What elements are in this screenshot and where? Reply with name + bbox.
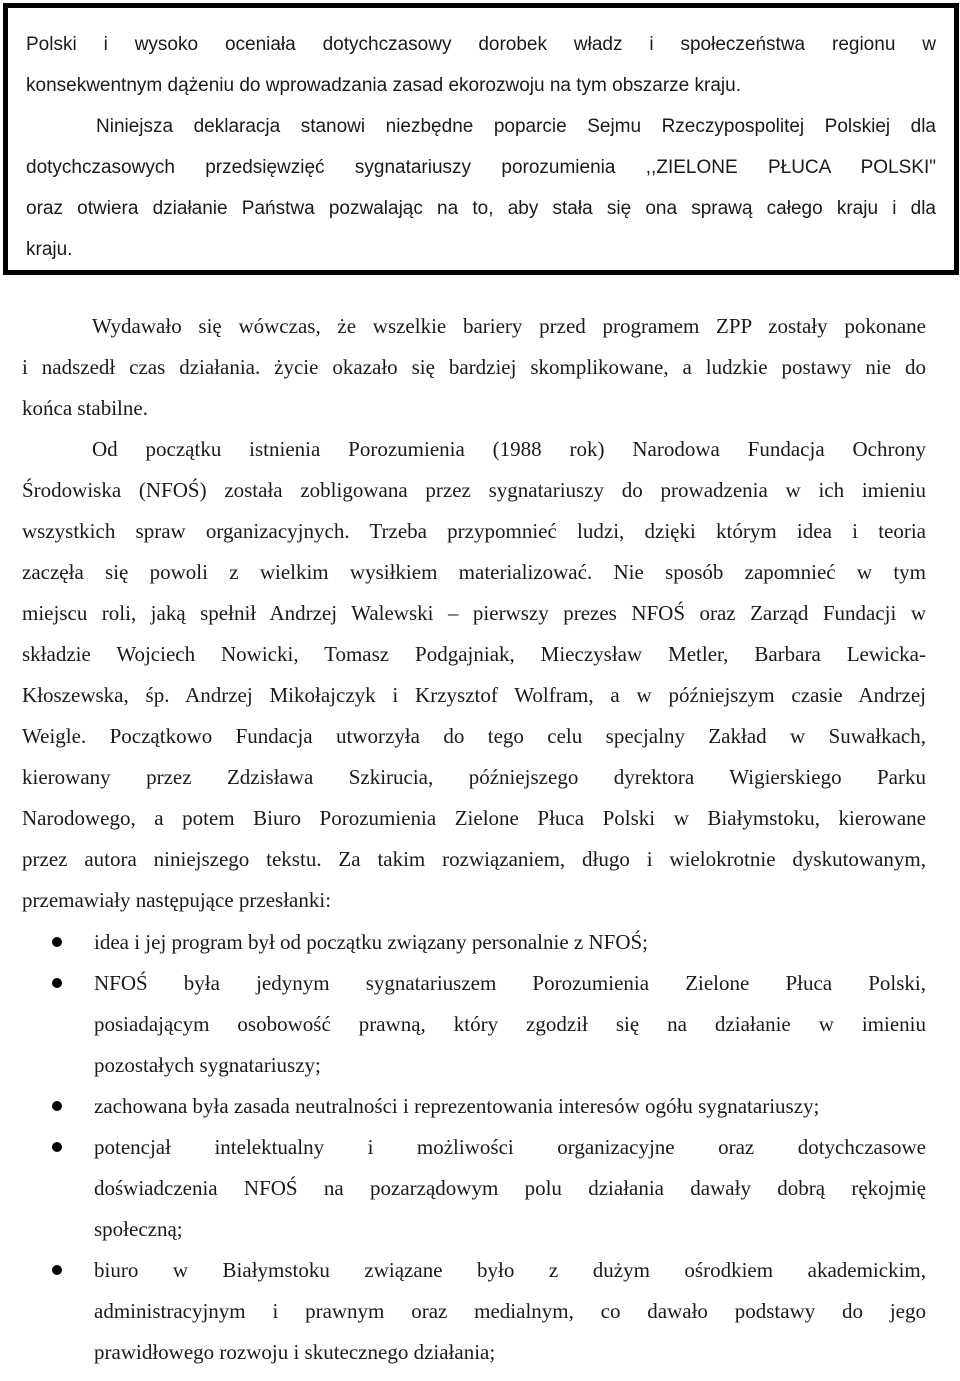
bullet-icon xyxy=(52,1265,62,1275)
text-line: wszystkich spraw organizacyjnych. Trzeba przypomnieć ludzi, dzięki którym idea i teoria xyxy=(22,519,926,543)
text-line: zaczęła się powoli z wielkim wysiłkiem materializować. Nie sposób zapomnieć w tym xyxy=(22,560,926,584)
text-line: przemawiały następujące przesłanki: xyxy=(22,888,332,912)
boxed-excerpt xyxy=(3,3,959,275)
list-item-line: zachowana była zasada neutralności i reprezentowania interesów ogółu sygnatariuszy; xyxy=(94,1094,820,1118)
box-line: dotychczasowych przedsięwzięć sygnatariuszy porozumienia ,,ZIELONE PŁUCA POLSKI" xyxy=(26,157,936,178)
box-line: Polski i wysoko oceniała dotychczasowy dorobek władz i społeczeństwa regionu w xyxy=(26,34,936,55)
bullet-list xyxy=(22,922,926,1373)
text-line: Narodowego, a potem Biuro Porozumienia Zielone Płuca Polski w Białymstoku, kierowane xyxy=(22,806,926,830)
text-line: składzie Wojciech Nowicki, Tomasz Podgajniak, Mieczysław Metler, Barbara Lewicka- xyxy=(22,642,926,666)
text-line: Weigle. Początkowo Fundacja utworzyła do tego celu specjalny Zakład w Suwałkach, xyxy=(22,724,926,748)
list-item-line: doświadczenia NFOŚ na pozarządowym polu działania dawały dobrą rękojmię xyxy=(94,1176,926,1200)
list-item-line: idea i jej program był od początku związany personalnie z NFOŚ; xyxy=(94,930,648,954)
text-line: Wydawało się wówczas, że wszelkie bariery przed programem ZPP zostały pokonane xyxy=(92,314,926,338)
text-line: Środowiska (NFOŚ) została zobligowana przez sygnatariuszy do prowadzenia w ich imieniu xyxy=(22,478,926,502)
text-line: końca stabilne. xyxy=(22,396,148,420)
box-line: kraju. xyxy=(26,239,73,260)
list-item xyxy=(22,1250,926,1373)
list-item-line: prawidłowego rozwoju i skutecznego działania; xyxy=(94,1340,496,1364)
list-item xyxy=(22,1086,926,1127)
list-item xyxy=(22,1127,926,1250)
text-line: przez autora niniejszego tekstu. Za takim rozwiązaniem, długo i wielokrotnie dyskutowanym, xyxy=(22,847,926,871)
bullet-icon xyxy=(52,937,62,947)
text-line: Od początku istnienia Porozumienia (1988 rok) Narodowa Fundacja Ochrony xyxy=(92,437,926,461)
list-item-line: potencjał intelektualny i możliwości organizacyjne oraz dotychczasowe xyxy=(94,1135,926,1159)
box-line: oraz otwiera działanie Państwa pozwalając na to, aby stała się ona sprawą całego kraju i dla xyxy=(26,198,936,219)
list-item-line: administracyjnym i prawnym oraz medialnym, co dawało podstawy do jego xyxy=(94,1299,926,1323)
text-line: kierowany przez Zdzisława Szkirucia, późniejszego dyrektora Wigierskiego Parku xyxy=(22,765,926,789)
box-line: Niniejsza deklaracja stanowi niezbędne poparcie Sejmu Rzeczypospolitej Polskiej dla xyxy=(96,116,936,137)
list-item-line: biuro w Białymstoku związane było z dużym ośrodkiem akademickim, xyxy=(94,1258,926,1282)
box-line: konsekwentnym dążeniu do wprowadzania zasad ekorozwoju na tym obszarze kraju. xyxy=(26,75,741,96)
list-item-line: społeczną; xyxy=(94,1217,183,1241)
text-line: Kłoszewska, śp. Andrzej Mikołajczyk i Krzysztof Wolfram, a w późniejszym czasie Andrzej xyxy=(22,683,926,707)
text-line: miejscu roli, jaką spełnił Andrzej Walewski – pierwszy prezes NFOŚ oraz Zarząd Fundacji w xyxy=(22,601,926,625)
paragraph xyxy=(22,306,926,429)
list-item xyxy=(22,963,926,1086)
body-text xyxy=(22,306,926,921)
boxed-excerpt-text xyxy=(26,24,936,270)
list-item-line: pozostałych sygnatariuszy; xyxy=(94,1053,321,1077)
list-item xyxy=(22,922,926,963)
list-item-line: posiadającym osobowość prawną, który zgodził się na działanie w imieniu xyxy=(94,1012,926,1036)
bullet-icon xyxy=(52,1142,62,1152)
list-item-line: NFOŚ była jedynym sygnatariuszem Porozumienia Zielone Płuca Polski, xyxy=(94,971,926,995)
text-line: i nadszedł czas działania. życie okazało się bardziej skomplikowane, a ludzkie postawy nie do xyxy=(22,355,926,379)
bullet-icon xyxy=(52,978,62,988)
bullet-icon xyxy=(52,1101,62,1111)
paragraph xyxy=(22,429,926,921)
